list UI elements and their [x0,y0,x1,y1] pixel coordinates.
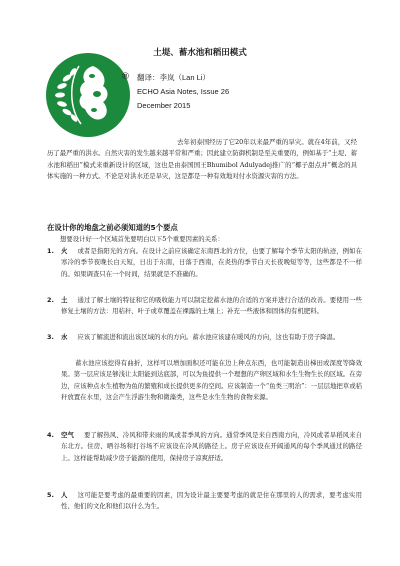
section-lead: 想要设计好一个区域首先要明白以下5个重要因素的关系： [60,235,224,243]
item-text: 通过了解土壤的特征和它的吸收能力可以制定挖蓄水池的合适的方案并进行合适的改善。要使用一些修复土壤的方法：用秸秆、叶子或草覆盖在裸露的土壤上；补充一些液体和固体的有机肥料。 [61,296,362,316]
item-number: 5. [47,491,54,499]
item-text: 这可能是要考虑的最重要的因素，因为设计最主要要考虑的就是住在那里的人的需求，要考虑实用性、他们的文化和他们以什么为生。 [61,491,363,511]
translator-line: 翻译：李岚（Lan Li） [137,73,210,82]
item-number: 1. [47,247,54,255]
item-text: 应该了解流进和流出该区域的水的方向。蓄水池应该建在暖风的方向，这也有助于房子降温。 [77,333,340,341]
list-item [47,332,362,343]
item-number: 3. [47,333,54,341]
item-keyword: 空气 [61,431,74,439]
item-keyword: 土 [61,296,68,304]
document-title: 土堤、蓄水池和稻田模式 [153,48,247,58]
registered-mark: ® [121,72,130,82]
item3-continuation: 蓄水池应该挖得有曲折，这样可以增加面积还可能在边上种点东西，也可能制造出梯田或深度等降效果。第一层应该足够浅让太阳能到达底部，可以为鱼提供一个理想的产卵区域和水生生物生长的区域。在旁边，应该种点水生植物为鱼的繁殖和成长提供更多的空间。应该制造一个“鱼类三明治”：一层层地把草或秸秆放置在水里，这会产生浮游生物和微藻类，这些是水生生物的食物来源。 [61,359,362,402]
item-number: 2. [47,296,54,304]
item-keyword: 火 [61,247,68,255]
item-keyword: 水 [61,333,68,341]
list-item [47,246,362,280]
echo-logo [45,52,131,138]
item-text: 要了解热风、冷风和带来雨的风或者季风的方向。通常季风是来自西南方向，冷风或者旱稻风来自东北方。住房、晒谷场和打谷场不应该设在冷风的路径上。房子应该设在开阔通风的每个季风通过的路径上。这样能帮助减少房子能源的使用，保持房子凉爽舒适。 [61,431,362,462]
section-heading: 在设计你的地盘之前必须知道的5个要点 [47,223,178,232]
list-item [47,430,362,464]
intro-paragraph: 去年初泰国经历了它20年以来最严重的旱灾。就在4年前，又经历了最严重的洪水。自然灾害的发生越来越平常和严重；因此建立防御机制是至关重要的，例如基于“土堤、蓄水池和稻田”模式来重新设计的区域，这也是由泰国国王Bhumibol Adulyadej推广的“椰子甜点并”概念的具体实施的一种方式。不论是对洪水还是旱灾，这是都是一种有效地对付水资源灾害的方法。 [47,138,358,181]
source-line: ECHO Asia Notes, Issue 26 [137,87,230,96]
list-item [47,490,362,513]
item-number: 4. [47,431,54,439]
date-line: December 2015 [137,101,191,110]
list-item [47,295,362,318]
item-text: 或者是指阳光的方向。在设计之前应该确定东南西北的方位，也要了解每个季节太阳的轨迹，例如在寒冷的季节夜晚长白天短，日出于东南，日落于西南，在炎热的季节白天长夜晚短等等，这些都是不一样的。如果调查只在一个时间，结果就是不准确的。 [61,247,362,278]
item-keyword: 人 [61,491,68,499]
